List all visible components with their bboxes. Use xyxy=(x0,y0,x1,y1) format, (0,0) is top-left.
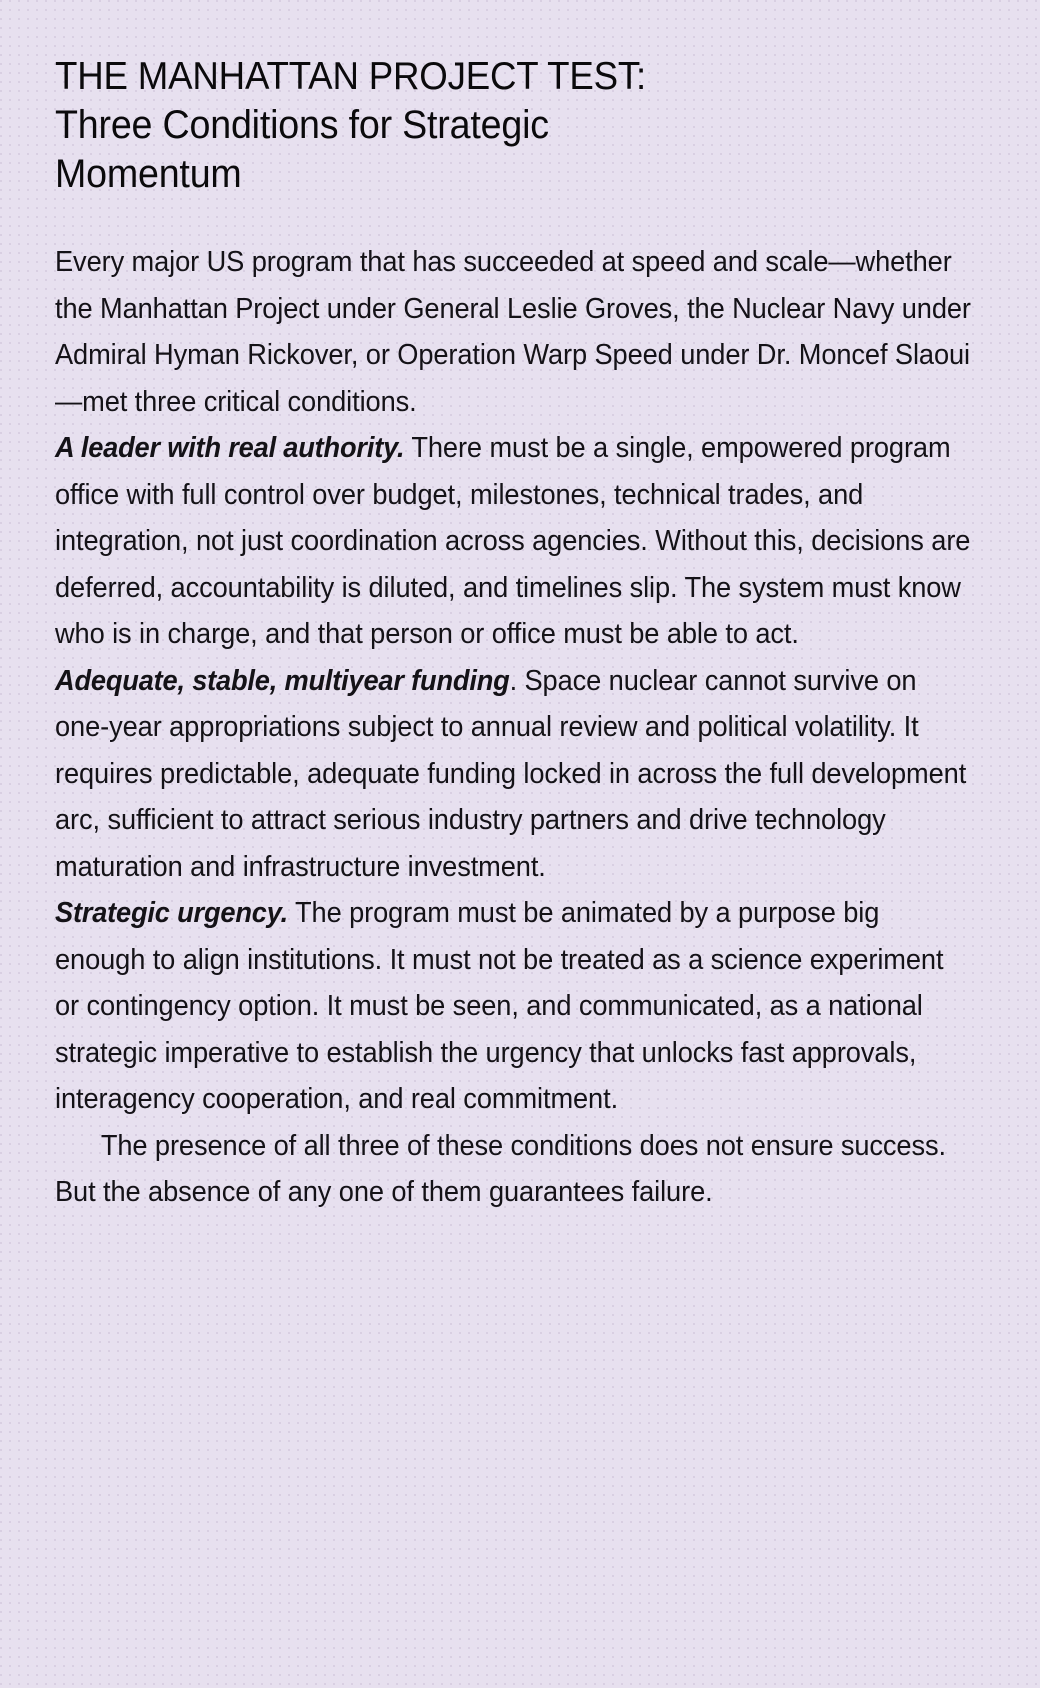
title-line-3: Momentum xyxy=(55,152,242,196)
document-body xyxy=(55,199,971,1216)
paragraph-condition-2 xyxy=(55,658,972,891)
condition-1-lead-in: A leader with real authority. xyxy=(55,432,405,464)
condition-1-body-text: There must be a single, empowered program office with full control over budget, milestones, technical trades, and integration, not just coordination across agencies. Without this, decisions are deferred, accountability is diluted, and timelines slip. The system must know who is in charge, and that person or office must be able to act. xyxy=(55,432,971,650)
title-line-2: Three Conditions for Strategic xyxy=(55,103,549,147)
condition-2-body-text: . Space nuclear cannot survive on one-year appropriations subject to annual review and political volatility. It requires predictable, adequate funding locked in across the full development arc, sufficient to attract serious industry partners and drive technology maturation and infrastructure investment. xyxy=(55,664,967,883)
paragraph-intro xyxy=(55,239,972,425)
paragraph-condition-3 xyxy=(55,890,972,1123)
document-content xyxy=(55,0,971,1216)
paragraph-closing xyxy=(55,1123,972,1216)
title-line-1: THE MANHATTAN PROJECT TEST: xyxy=(55,55,647,98)
paragraph-closing-text: The presence of all three of these conditions does not ensure success. But the absence of any one of them guarantees failure. xyxy=(55,1129,946,1208)
paragraph-intro-text: Every major US program that has succeeded at speed and scale—whether the Manhattan Project under General Leslie Groves, the Nuclear Navy under Admiral Hyman Rickover, or Operation Warp Speed under Dr. Moncef Slaoui—met three critical conditions. xyxy=(55,246,971,418)
page-title xyxy=(55,0,955,199)
condition-3-lead-in: Strategic urgency. xyxy=(55,897,289,929)
condition-3-body-text: The program must be animated by a purpose big enough to align institutions. It must not be treated as a science experiment or contingency option. It must be seen, and communicated, as a national strategic imperative to establish the urgency that unlocks fast approvals, interagency cooperation, and real commitment. xyxy=(55,897,944,1115)
condition-2-lead-in: Adequate, stable, multiyear funding xyxy=(55,664,510,697)
paragraph-condition-1 xyxy=(55,425,972,658)
